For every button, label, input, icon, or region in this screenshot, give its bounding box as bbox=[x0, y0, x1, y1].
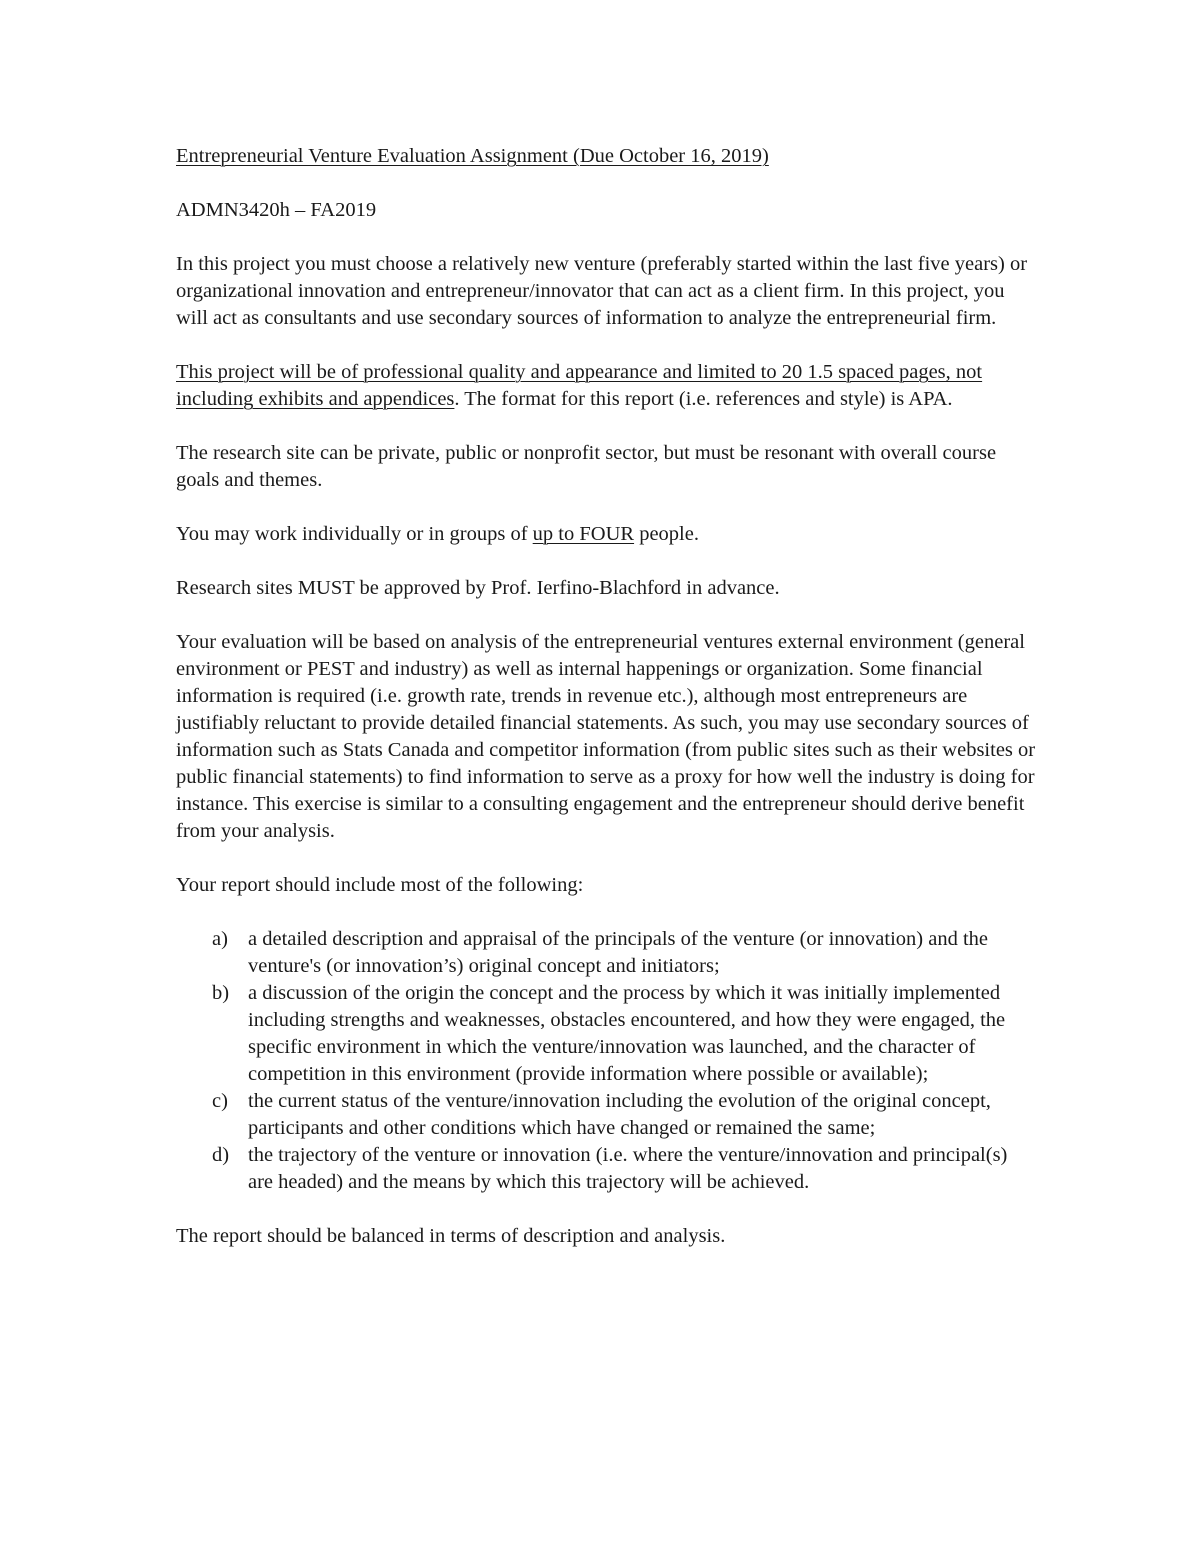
groups-underlined-text: up to FOUR bbox=[532, 523, 635, 545]
groups-before-text: You may work individually or in groups of bbox=[176, 523, 533, 545]
list-marker: d) bbox=[212, 1144, 230, 1166]
list-item bbox=[176, 926, 1036, 980]
intro-paragraph: In this project you must choose a relatively new venture (preferably started within the last five years) or organizational innovation and entrepreneur/innovator that can act as a client firm. In this project, you will act as consultants and use secondary sources of information to analyze the entrepreneurial firm. bbox=[176, 253, 1028, 329]
approval-paragraph: Research sites MUST be approved by Prof. Ierfino-Blachford in advance. bbox=[176, 577, 780, 599]
list-marker: a) bbox=[212, 928, 228, 950]
list-item-text: the trajectory of the venture or innovation (i.e. where the venture/innovation and principal(s) are headed) and the means by which this trajectory will be achieved. bbox=[248, 1144, 1008, 1193]
quality-underlined-text: This project will be of professional quality and appearance and limited to 20 1.5 spaced pages, not including exhibits and appendices bbox=[176, 361, 983, 410]
groups-after-text: people. bbox=[634, 523, 699, 545]
list-item-text: a discussion of the origin the concept and the process by which it was initially implemented including strengths and weaknesses, obstacles encountered, and how they were engaged, the specific environment in which the venture/innovation was launched, and the character of competition in this environment (provide information where possible or available); bbox=[248, 982, 1006, 1085]
requirements-list bbox=[176, 926, 1036, 1196]
evaluation-paragraph: Your evaluation will be based on analysis of the entrepreneurial ventures external environment (general environment or PEST and industry) as well as internal happenings or organization. Some financial information is required (i.e. growth rate, trends in revenue etc.), although most entrepreneurs are justifiably reluctant to provide detailed financial statements. As such, you may use secondary sources of information such as Stats Canada and competitor information (from public sites such as their websites or public financial statements) to find information to serve as a proxy for how well the industry is doing for instance. This exercise is similar to a consulting engagement and the entrepreneur should derive benefit from your analysis. bbox=[176, 631, 1036, 842]
list-item-text: a detailed description and appraisal of the principals of the venture (or innovation) and the venture's (or innovation’s) original concept and initiators; bbox=[248, 928, 989, 977]
list-item bbox=[176, 980, 1036, 1088]
quality-rest-text: . The format for this report (i.e. references and style) is APA. bbox=[454, 388, 953, 410]
title-text: Entrepreneurial Venture Evaluation Assignment (Due October 16, 2019) bbox=[176, 145, 769, 167]
list-marker: b) bbox=[212, 982, 230, 1004]
list-marker: c) bbox=[212, 1090, 228, 1112]
quality-paragraph bbox=[176, 359, 1036, 413]
list-item-text: the current status of the venture/innovation including the evolution of the original concept, participants and other conditions which have changed or remained the same; bbox=[248, 1090, 991, 1139]
list-item bbox=[176, 1142, 1036, 1196]
document-page bbox=[176, 143, 1036, 1277]
document-title bbox=[176, 143, 1036, 170]
course-code: ADMN3420h – FA2019 bbox=[176, 199, 377, 221]
list-item bbox=[176, 1088, 1036, 1142]
closing-paragraph: The report should be balanced in terms of description and analysis. bbox=[176, 1225, 726, 1247]
research-site-paragraph: The research site can be private, public or nonprofit sector, but must be resonant with overall course goals and themes. bbox=[176, 442, 997, 491]
groups-paragraph bbox=[176, 521, 1036, 548]
report-intro: Your report should include most of the following: bbox=[176, 874, 584, 896]
